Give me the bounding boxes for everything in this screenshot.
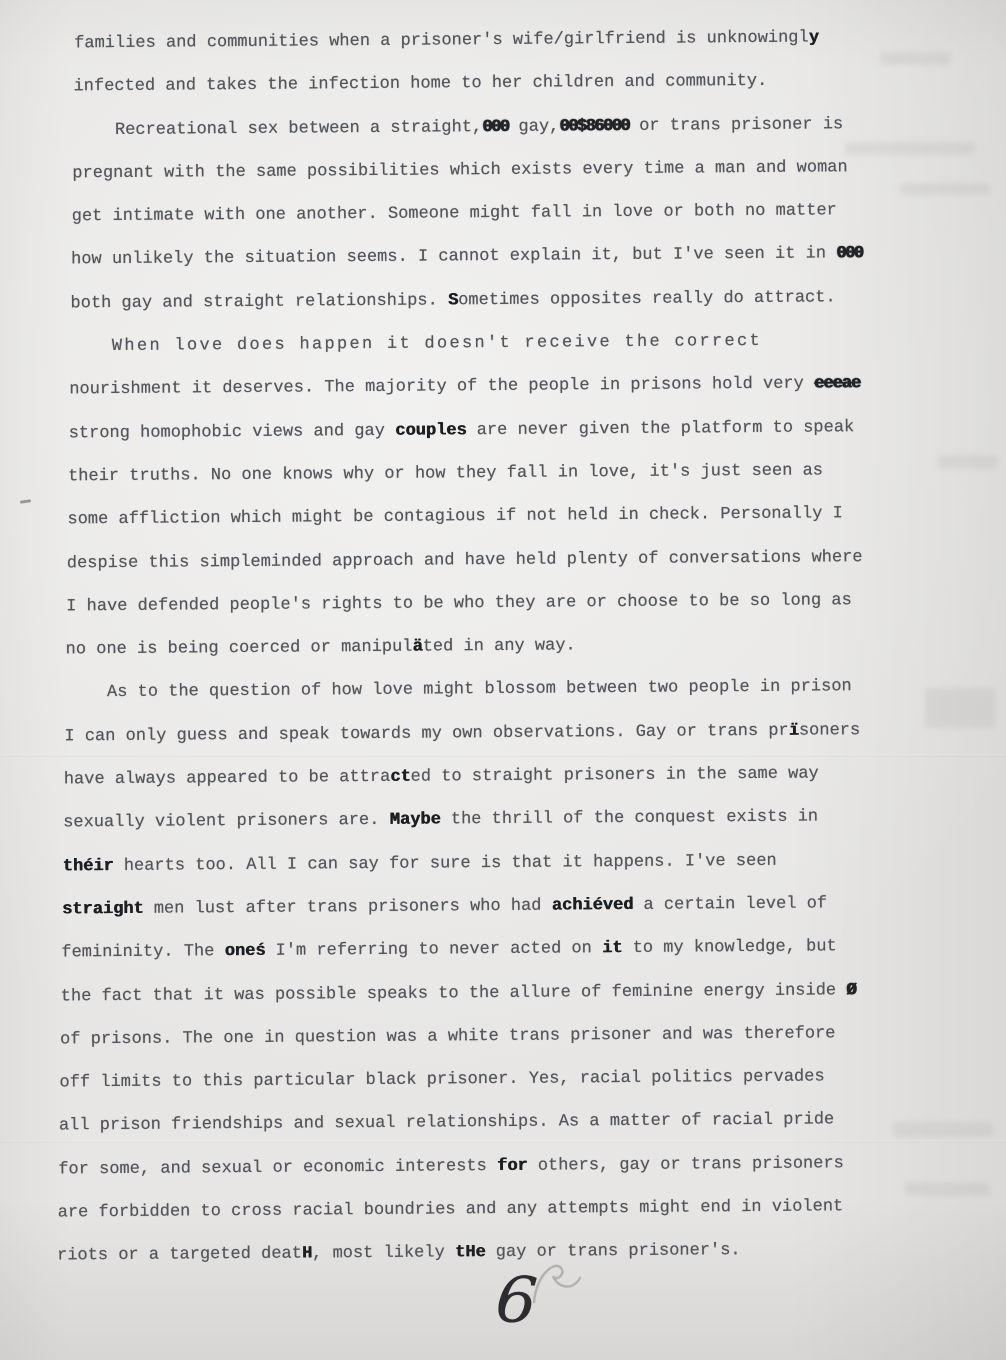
typed-text: both gay and straight relationships. xyxy=(70,291,449,314)
text-line xyxy=(61,968,982,1019)
overtyped-text: ä xyxy=(412,637,423,657)
typed-text: infected and takes the infection home to her children and community. xyxy=(73,72,768,97)
overtyped-text: ct xyxy=(390,767,411,787)
overtyped-text: achiéved xyxy=(551,895,634,916)
typed-text: to my knowledge, but xyxy=(622,937,837,959)
typed-text: the fact that it was possible speaks to the allure of feminine energy inside xyxy=(60,980,847,1006)
typed-text: for some, and sexual or economic interests xyxy=(58,1156,498,1180)
typed-text: all prison friendships and sexual relationships. As a matter of racial pride xyxy=(58,1110,835,1136)
typed-text: a certain level of xyxy=(633,894,828,915)
bleed-through-smudge xyxy=(905,1182,990,1196)
typed-text: have always appeared to be attra xyxy=(63,767,391,790)
text-line xyxy=(74,15,974,65)
text-line xyxy=(60,1011,982,1062)
bleed-through-smudge xyxy=(900,183,990,195)
text-line xyxy=(64,751,980,801)
overtyped-text: straight xyxy=(61,899,144,920)
fold-crease-line xyxy=(0,1140,1006,1143)
ink-dash-mark xyxy=(20,499,31,504)
typed-text: their truths. No one knows why or how they fall in love, it's just seen as xyxy=(67,461,824,487)
typed-text: are forbidden to cross racial boundries and any attempts might end in violent xyxy=(57,1197,844,1223)
text-line xyxy=(65,665,980,715)
typed-text: Recreational sex between a straight, xyxy=(114,117,483,140)
typed-text: , most likely xyxy=(312,1243,456,1264)
typed-text: of prisons. The one in question was a white trans prisoner and was therefore xyxy=(60,1024,836,1050)
overtyped-text: for xyxy=(496,1156,528,1176)
text-line xyxy=(72,188,976,238)
typed-text: or trans prisoner is xyxy=(628,114,844,136)
text-line xyxy=(58,1184,984,1235)
text-line xyxy=(71,232,976,282)
text-line xyxy=(67,535,979,585)
bleed-through-smudge xyxy=(880,52,950,65)
typed-text: some affliction which might be contagious if not held in check. Personally I xyxy=(67,504,843,530)
typed-text: how unlikely the situation seems. I cannot explain it, but I've seen it in xyxy=(71,244,837,270)
text-line xyxy=(66,578,979,628)
typed-text: ometimes opposites really do attract. xyxy=(458,288,836,311)
text-line xyxy=(61,924,981,975)
overtyped-text: théir xyxy=(62,856,114,877)
typed-text: get intimate with one another. Someone might fall in love or both no matter xyxy=(71,201,837,227)
typed-text: despise this simpleminded approach and have held plenty of conversations where xyxy=(66,547,863,573)
overtyped-text: ï xyxy=(788,721,800,741)
overtyped-text: eeeae xyxy=(813,374,861,394)
bleed-through-smudge xyxy=(845,142,975,155)
typed-text: no one is being coerced or manipul xyxy=(65,637,413,660)
text-line xyxy=(63,795,980,845)
overtyped-text: 00$86000 xyxy=(559,116,630,137)
typed-text: ted in any way. xyxy=(422,636,576,657)
typed-text: others, gay or trans prisoners xyxy=(527,1154,844,1176)
typed-text: pregnant with the same possibilities which exists every time a man and woman xyxy=(72,158,848,184)
overtyped-text: H xyxy=(301,1244,313,1264)
typed-text: the thrill of the conquest exists in xyxy=(440,807,819,830)
typed-text: riots or a targeted deat xyxy=(57,1244,303,1266)
text-line xyxy=(69,405,978,455)
typed-text: sexually violent prisoners are. xyxy=(63,811,390,833)
overtyped-text: couples xyxy=(395,420,467,441)
overtyped-text: Maybe xyxy=(389,810,441,831)
text-line xyxy=(67,491,978,541)
typewritten-text xyxy=(57,15,984,1278)
typed-text: soners xyxy=(798,720,861,741)
overtyped-text: it xyxy=(601,939,623,959)
typed-text: ed to straight prisoners in the same way xyxy=(410,764,819,787)
page-number-handwritten: 6 xyxy=(492,1262,540,1340)
typed-text: nourishment it deserves. The majority of the people in prisons hold very xyxy=(69,374,815,400)
fold-crease-line xyxy=(0,754,1006,757)
text-line xyxy=(58,1141,983,1192)
text-line xyxy=(62,838,980,889)
text-line xyxy=(68,448,978,498)
typed-text: I'm referring to never acted on xyxy=(265,939,603,962)
text-line xyxy=(65,621,979,671)
overtyped-text: S xyxy=(447,291,459,311)
text-line xyxy=(62,881,981,932)
typed-text: hearts too. All I can say for sure is that it happens. I've seen xyxy=(113,851,777,876)
typed-text: As to the question of how love might blossom between two people in prison xyxy=(106,677,852,703)
overtyped-text: 000 xyxy=(482,117,509,137)
text-line xyxy=(70,318,977,368)
typed-text: men lust after trans prisoners who had xyxy=(143,896,552,919)
typed-text: I have defended people's rights to be who they are or choose to be so long as xyxy=(66,591,852,617)
typed-text: families and communities when a prisoner's wife/girlfriend is unknowingl xyxy=(74,28,809,54)
typed-text: are never given the platform to speak xyxy=(466,417,855,440)
text-line xyxy=(69,362,977,412)
text-line xyxy=(73,102,975,152)
text-line xyxy=(72,145,975,195)
overtyped-text: y xyxy=(808,28,819,48)
bleed-through-smudge xyxy=(925,688,995,728)
typed-text: When love does happen it doesn't receive the correct xyxy=(111,331,763,357)
typed-text: strong homophobic views and gay xyxy=(68,421,396,444)
overtyped-text: oneś xyxy=(224,942,266,962)
typed-text: I can only guess and speak towards my own observations. Gay or trans pr xyxy=(64,721,789,747)
text-line xyxy=(64,708,979,758)
typed-text: off limits to this particular black prisoner. Yes, racial politics pervades xyxy=(59,1067,825,1093)
overtyped-text: tHe xyxy=(454,1243,486,1263)
overtyped-text: Ø xyxy=(846,980,856,1000)
pencil-squiggle-icon xyxy=(528,1256,598,1311)
overtyped-text: 000 xyxy=(836,244,863,264)
text-line xyxy=(59,1054,982,1105)
bleed-through-smudge xyxy=(893,1122,993,1137)
text-line xyxy=(73,59,974,109)
typed-text: femininity. The xyxy=(61,942,225,963)
text-line xyxy=(70,275,976,325)
typed-text: gay or trans prisoner's. xyxy=(485,1241,741,1263)
bleed-through-smudge xyxy=(938,455,998,469)
typed-text: gay, xyxy=(508,117,560,137)
